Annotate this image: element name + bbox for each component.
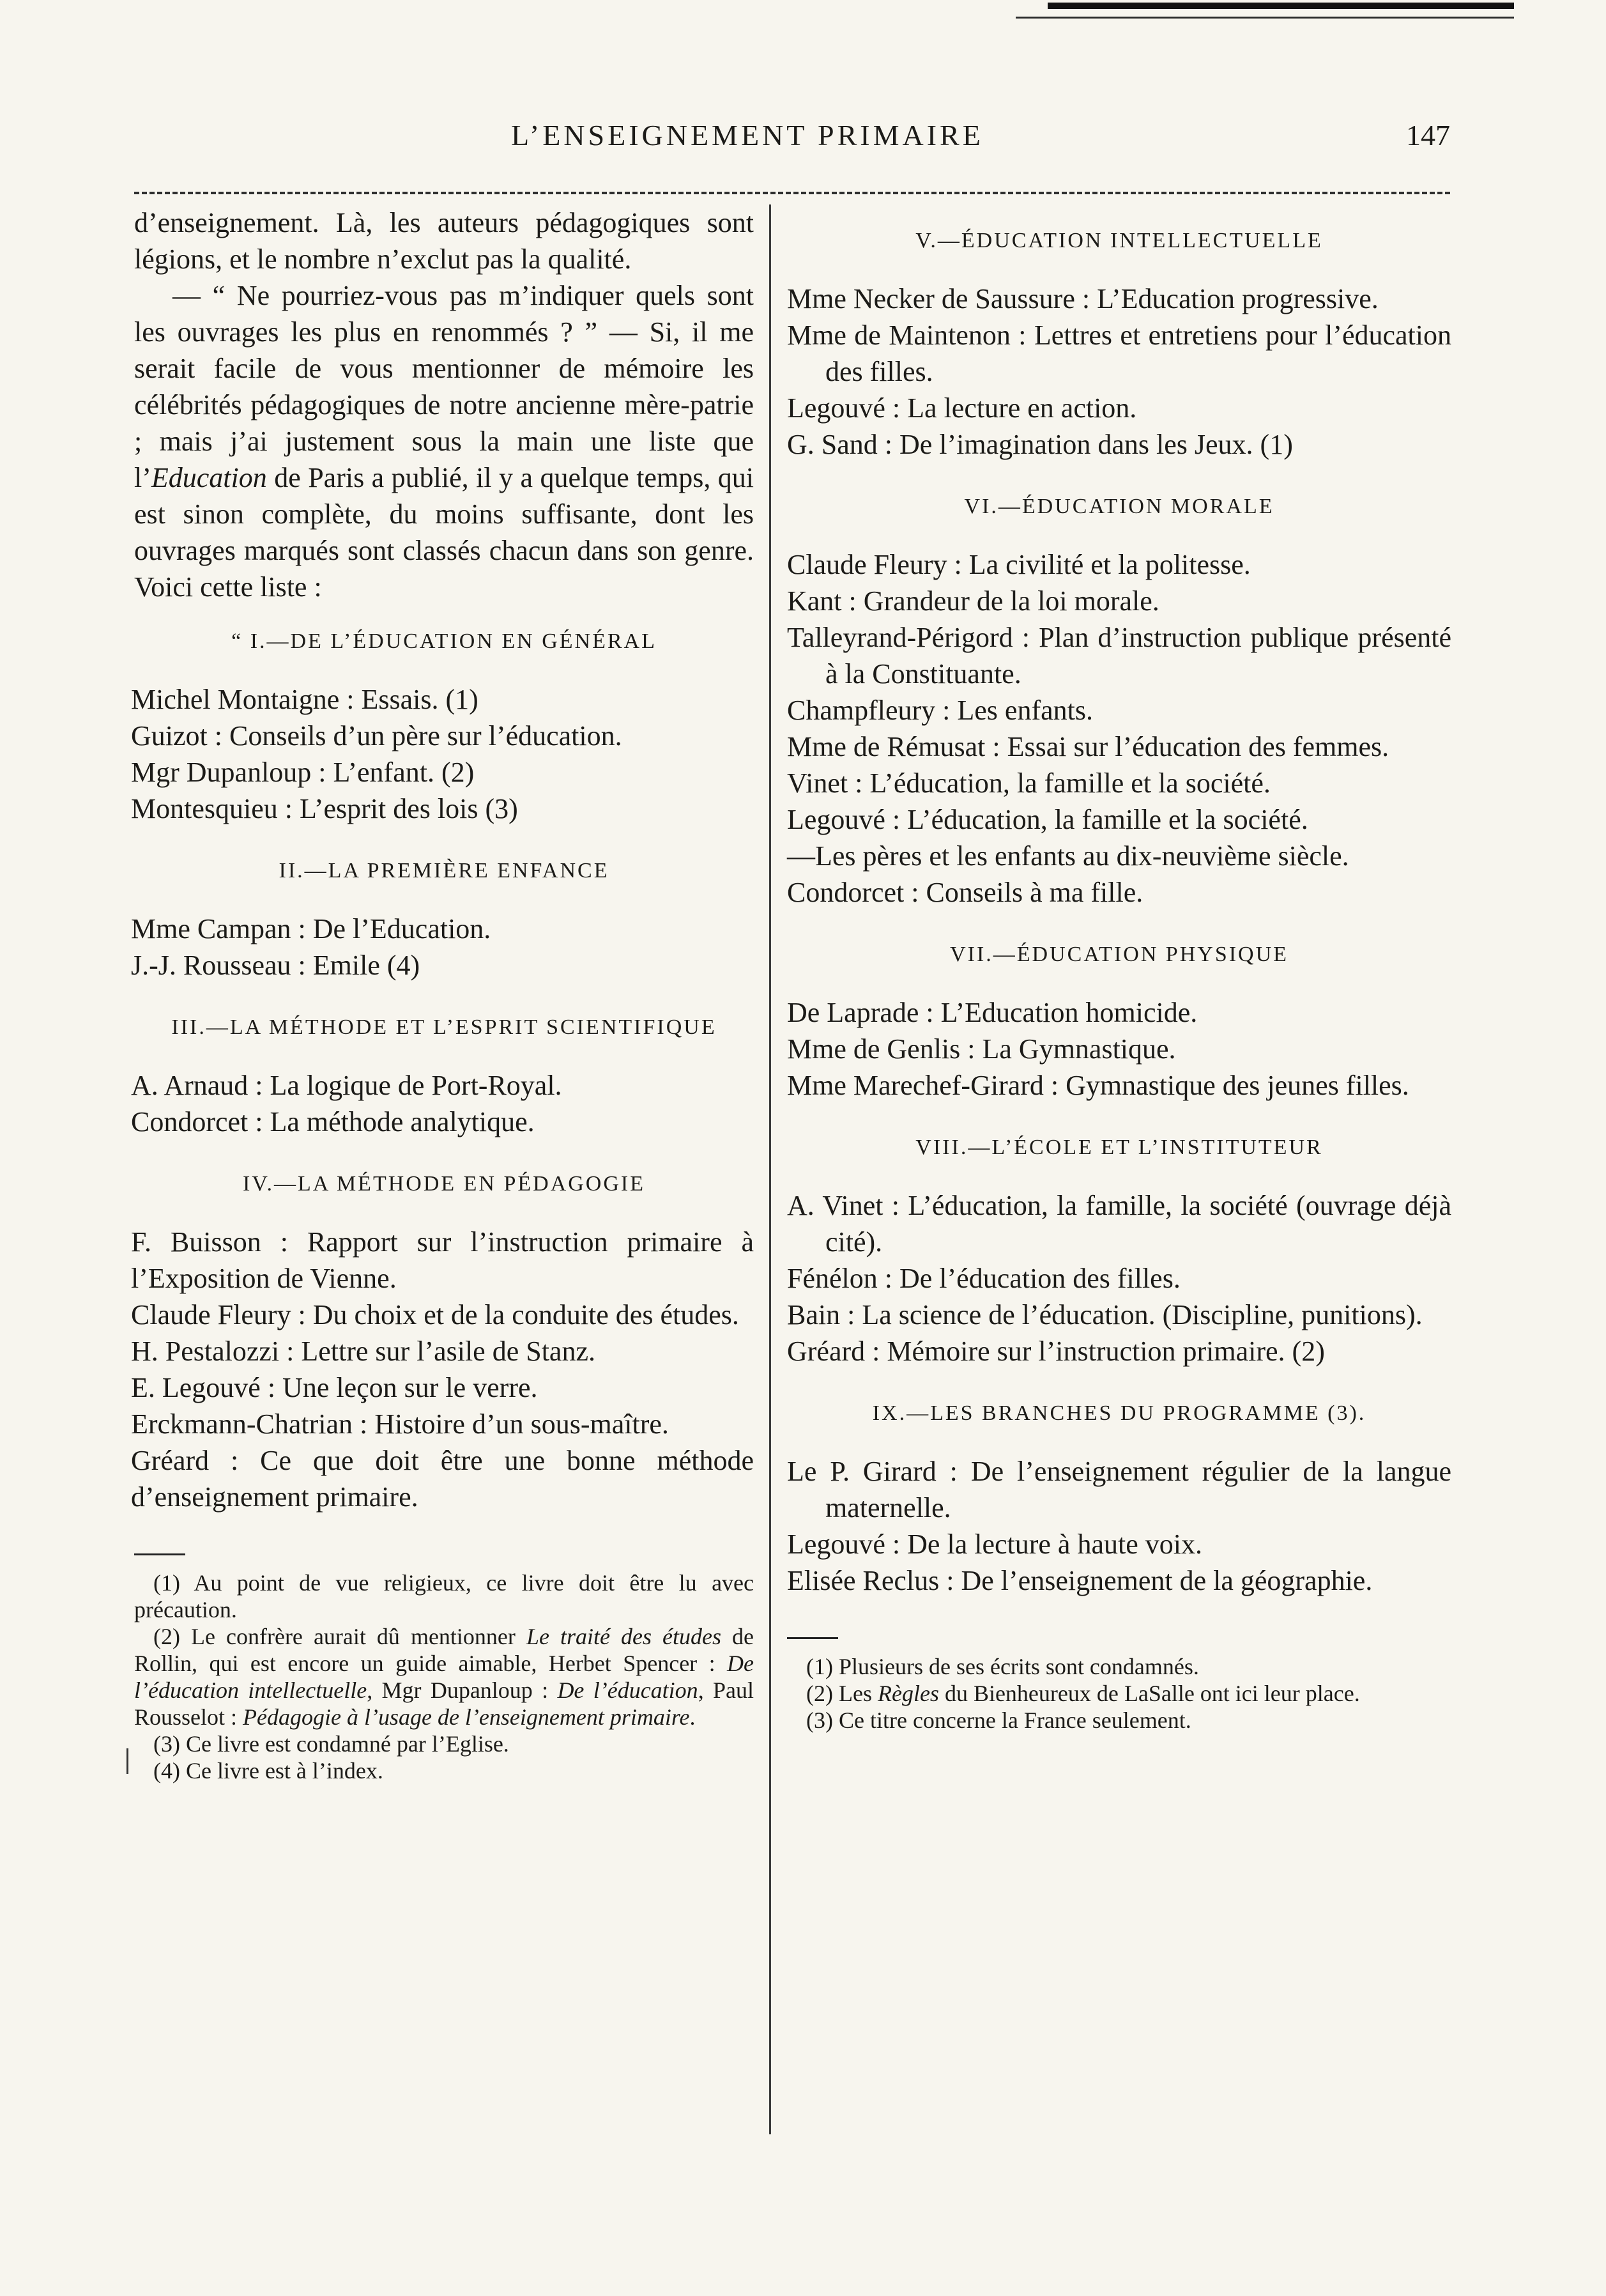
footnote-2-text: (2) Les bbox=[806, 1681, 878, 1706]
top-thin-rule bbox=[1016, 17, 1514, 19]
list-entry: Champfleury : Les enfants. bbox=[787, 695, 1093, 726]
list-entry: Claude Fleury : La civilité et la politesse. bbox=[787, 549, 1251, 580]
footnote-2-text: . bbox=[689, 1704, 696, 1730]
page-number: 147 bbox=[1406, 119, 1450, 151]
section-heading-3: III.—LA MÉTHODE ET L’ESPRIT SCIENTIFIQUE bbox=[171, 1015, 717, 1039]
right-column bbox=[787, 204, 1451, 1734]
footnote-rule bbox=[787, 1637, 838, 1639]
section-heading-8: VIII.—L’ÉCOLE ET L’INSTITUTEUR bbox=[915, 1136, 1323, 1159]
footnote-2-text: (2) Le confrère aurait dû mentionner bbox=[153, 1624, 526, 1649]
list-entry: —Les pères et les enfants au dix-neuvième siècle. bbox=[787, 840, 1349, 872]
running-head: L’ENSEIGNEMENT PRIMAIRE bbox=[511, 119, 984, 151]
list-entry: A. Arnaud : La logique de Port-Royal. bbox=[131, 1070, 562, 1101]
footnote-2-text: du Bienheureux de LaSalle ont ici leur place. bbox=[938, 1681, 1360, 1706]
section-heading-2: II.—LA PREMIÈRE ENFANCE bbox=[279, 859, 609, 882]
page-header bbox=[134, 118, 1450, 169]
column-divider bbox=[769, 204, 771, 2134]
section-heading-1: “ I.—DE L’ÉDUCATION EN GÉNÉRAL bbox=[231, 629, 657, 653]
footnote-4: (4) Ce livre est à l’index. bbox=[153, 1758, 383, 1784]
list-entry: J.-J. Rousseau : Emile (4) bbox=[131, 950, 420, 981]
list-entry: H. Pestalozzi : Lettre sur l’asile de Stanz. bbox=[131, 1336, 595, 1367]
list-entry: Le P. Girard : De l’enseignement régulier de la langue maternelle. bbox=[787, 1456, 1451, 1523]
list-entry: Guizot : Conseils d’un père sur l’éducation. bbox=[131, 720, 622, 751]
section-heading-7: VII.—ÉDUCATION PHYSIQUE bbox=[950, 943, 1289, 966]
list-entry: Gréard : Ce que doit être une bonne méthode d’enseignement primaire. bbox=[131, 1445, 754, 1513]
list-entry: Bain : La science de l’éducation. (Discipline, punitions). bbox=[787, 1299, 1423, 1330]
dialogue-text-end: de Paris a publié, il y a quelque temps, qui est sinon complète, du moins suffisante, dont les ouvrages marqués sont classés chacun dans son genre. Voici cette liste : bbox=[134, 462, 754, 603]
footnote-2-title: De l’éducation bbox=[557, 1677, 698, 1703]
list-entry: Claude Fleury : Du choix et de la conduite des études. bbox=[131, 1299, 739, 1330]
header-rule bbox=[134, 192, 1450, 194]
list-entry: Erckmann-Chatrian : Histoire d’un sous-maître. bbox=[131, 1408, 669, 1440]
list-entry: Condorcet : Conseils à ma fille. bbox=[787, 877, 1143, 908]
footnote-2-title: Règles bbox=[877, 1681, 939, 1706]
intro-paragraph: d’enseignement. Là, les auteurs pédagogiques sont légions, et le nombre n’exclut pas la qualité. bbox=[134, 207, 754, 275]
list-entry: Mme Necker de Saussure : L’Education progressive. bbox=[787, 283, 1379, 314]
list-entry: De Laprade : L’Education homicide. bbox=[787, 997, 1198, 1028]
footnote-rule bbox=[134, 1553, 185, 1555]
list-entry: Mme Marechef-Girard : Gymnastique des jeunes filles. bbox=[787, 1070, 1409, 1101]
dialogue-text: — “ Ne pourriez-vous pas m’indiquer quels sont les ouvrages les plus en renommés ? ” — Si, il me serait facile de vous mentionner de mémoire les célébrités pédagogiques de notre ancienne mère-patrie ; mais j’ai justement sous la main une liste que l’ bbox=[134, 280, 754, 493]
footnote-3: (3) Ce livre est condamné par l’Eglise. bbox=[153, 1731, 509, 1757]
list-entry: Fénélon : De l’éducation des filles. bbox=[787, 1263, 1181, 1294]
list-entry: F. Buisson : Rapport sur l’instruction primaire à l’Exposition de Vienne. bbox=[131, 1226, 754, 1294]
list-entry: Mme de Maintenon : Lettres et entretiens pour l’éducation des filles. bbox=[787, 320, 1451, 387]
list-entry: Gréard : Mémoire sur l’instruction primaire. (2) bbox=[787, 1336, 1325, 1367]
section-heading-9: IX.—LES BRANCHES DU PROGRAMME (3). bbox=[872, 1401, 1366, 1425]
section-heading-5: V.—ÉDUCATION INTELLECTUELLE bbox=[915, 229, 1323, 252]
section-heading-6: VI.—ÉDUCATION MORALE bbox=[964, 495, 1274, 518]
footnote-3: (3) Ce titre concerne la France seulement. bbox=[806, 1707, 1191, 1733]
footnote-2 bbox=[134, 1623, 754, 1730]
journal-title: Education bbox=[151, 462, 267, 493]
list-entry: Elisée Reclus : De l’enseignement de la géographie. bbox=[787, 1565, 1373, 1596]
top-decorative-rule bbox=[1048, 3, 1514, 9]
list-entry: Vinet : L’éducation, la famille et la société. bbox=[787, 767, 1271, 799]
list-entry: Mme de Genlis : La Gymnastique. bbox=[787, 1033, 1176, 1065]
footnote-2-title: Pédagogie à l’usage de l’enseignement primaire bbox=[243, 1704, 690, 1730]
section-heading-4: IV.—LA MÉTHODE EN PÉDAGOGIE bbox=[243, 1172, 645, 1196]
list-entry: E. Legouvé : Une leçon sur le verre. bbox=[131, 1372, 538, 1403]
footnote-1: (1) Plusieurs de ses écrits sont condamnés. bbox=[806, 1654, 1199, 1679]
list-entry: Legouvé : La lecture en action. bbox=[787, 392, 1137, 424]
footnote-2-text: de Rollin, qui est encore un guide aimable, Herbet Spencer : bbox=[134, 1624, 754, 1676]
list-entry: Mme Campan : De l’Education. bbox=[131, 913, 491, 944]
list-entry: Montesquieu : L’esprit des lois (3) bbox=[131, 793, 518, 824]
footnote-2-title: Le traité des études bbox=[526, 1624, 721, 1649]
footnote-2-title: De l’éducation intellectuelle bbox=[134, 1651, 754, 1703]
list-entry: Mgr Dupanloup : L’enfant. (2) bbox=[131, 757, 475, 788]
list-entry: Condorcet : La méthode analytique. bbox=[131, 1106, 535, 1137]
footnote-2-text: , Paul Rousselot : bbox=[134, 1677, 754, 1730]
list-entry: A. Vinet : L’éducation, la famille, la société (ouvrage déjà cité). bbox=[787, 1190, 1451, 1258]
left-column bbox=[131, 204, 754, 1784]
footnote-1: (1) Au point de vue religieux, ce livre doit être lu avec précaution. bbox=[134, 1570, 754, 1622]
footnote-2-text: , Mgr Dupanloup : bbox=[367, 1677, 558, 1703]
list-entry: Kant : Grandeur de la loi morale. bbox=[787, 585, 1159, 617]
margin-mark bbox=[126, 1748, 128, 1774]
dialogue-paragraph bbox=[134, 277, 754, 605]
list-entry: Michel Montaigne : Essais. (1) bbox=[131, 684, 478, 715]
list-entry: Legouvé : De la lecture à haute voix. bbox=[787, 1529, 1202, 1560]
list-entry: Mme de Rémusat : Essai sur l’éducation des femmes. bbox=[787, 731, 1389, 762]
footnote-2 bbox=[787, 1680, 1451, 1707]
list-entry: Legouvé : L’éducation, la famille et la société. bbox=[787, 804, 1308, 835]
list-entry: G. Sand : De l’imagination dans les Jeux. (1) bbox=[787, 429, 1293, 460]
list-entry: Talleyrand-Périgord : Plan d’instruction publique présenté à la Constituante. bbox=[787, 622, 1451, 690]
